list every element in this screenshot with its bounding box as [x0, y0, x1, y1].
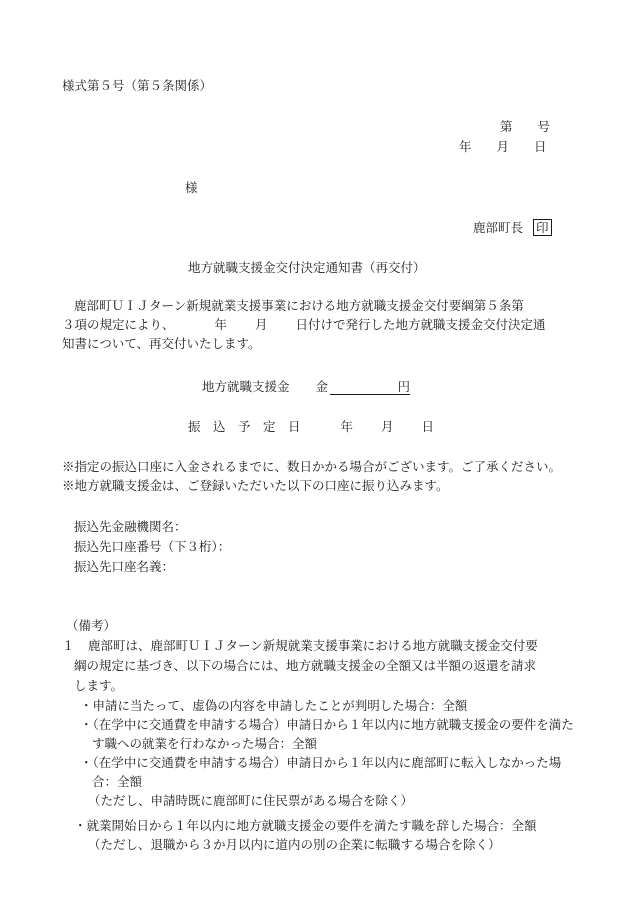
body-line-2-end: 日付けで発行した地方就職支援金交付決定通 — [295, 317, 546, 332]
issuer-block — [473, 218, 552, 237]
body-line-3: 知書について、再交付いたします。 — [62, 336, 261, 351]
remarks-item-1-number: １ — [62, 638, 75, 653]
transfer-date-row — [188, 417, 434, 436]
addressee-suffix: 様 — [185, 180, 198, 195]
body-month-label: 月 — [255, 317, 268, 332]
body-line-1: 鹿部町ＵＩＪターン新規就業支援事業における地方就職支援金交付要綱第５条第 — [74, 298, 524, 313]
body-line-2 — [62, 315, 582, 334]
list-item: ・就業開始日から１年以内に地方就職支援金の要件を満たす職を辞した場合：全額 — [74, 818, 537, 833]
amount-value-line — [330, 379, 410, 395]
notice-item: ※指定の振込口座に入金されるまでに、数日かかる場合がございます。ご了承ください。 — [62, 459, 562, 474]
remarks-bullet-4 — [74, 816, 584, 854]
account-number-label: 振込先口座番号（下３桁）： — [74, 539, 231, 554]
amount-row — [202, 377, 410, 396]
transfer-year-label: 年 — [340, 419, 354, 434]
transfer-day-label: 日 — [421, 419, 435, 434]
issue-date-label: 年 月 日 — [459, 139, 547, 154]
list-item: ・（在学中に交通費を申請する場合）申請日から１年以内に鹿部町に転入しなかった場合：全額 — [80, 755, 562, 789]
document-title: 地方就職支援金交付決定通知書（再交付） — [188, 260, 426, 275]
list-item: ・申請に当たって、虚偽の内容を申請したことが判明した場合：全額 — [80, 698, 468, 713]
amount-label: 地方就職支援金 — [202, 379, 290, 394]
account-holder-label: 振込先口座名義： — [74, 559, 175, 574]
remarks-bullet-list — [80, 696, 580, 810]
amount-unit: 円 — [397, 379, 411, 394]
body-line-2-start: ３項の規定により、 — [62, 317, 175, 332]
notice-item: ※地方就職支援金は、ご登録いただいた以下の口座に振り込みます。 — [62, 478, 449, 493]
account-bank-label: 振込先金融機関名： — [74, 519, 187, 534]
seal-stamp-box: 印 — [533, 219, 552, 236]
bullet-3-note: （ただし、申請時既に鹿部町に住民票がある場合を除く） — [88, 793, 414, 808]
form-number: 様式第５号（第５条関係） — [62, 78, 213, 93]
notices-block — [62, 457, 582, 495]
bullet-4-note: （ただし、退職から３か月以内に道内の別の企業に転職する場合を除く） — [88, 837, 501, 852]
list-item: ・（在学中に交通費を申請する場合）申請日から１年以内に地方就職支援金の要件を満たす職への就業を行わなかった場合：全額 — [80, 717, 574, 751]
remarks-heading: （備考） — [66, 618, 117, 633]
body-paragraph — [62, 296, 582, 353]
body-year-label: 年 — [214, 317, 228, 332]
remarks-item-1-line-2: 綱の規定に基づき、以下の場合には、地方就職支援金の全額又は半額の返還を請求 — [74, 658, 537, 673]
remarks-item-1-line-3: します。 — [74, 678, 124, 693]
amount-prefix: 金 — [315, 379, 329, 394]
remarks-item-1-line-1: 鹿部町は、鹿部町ＵＩＪターン新規就業支援事業における地方就職支援金交付要 — [88, 638, 538, 653]
transfer-month-label: 月 — [381, 419, 394, 434]
transfer-date-label: 振 込 予 定 日 — [188, 419, 301, 434]
issuer-name: 鹿部町長 — [473, 220, 524, 235]
document-number-label: 第 号 — [500, 119, 551, 134]
